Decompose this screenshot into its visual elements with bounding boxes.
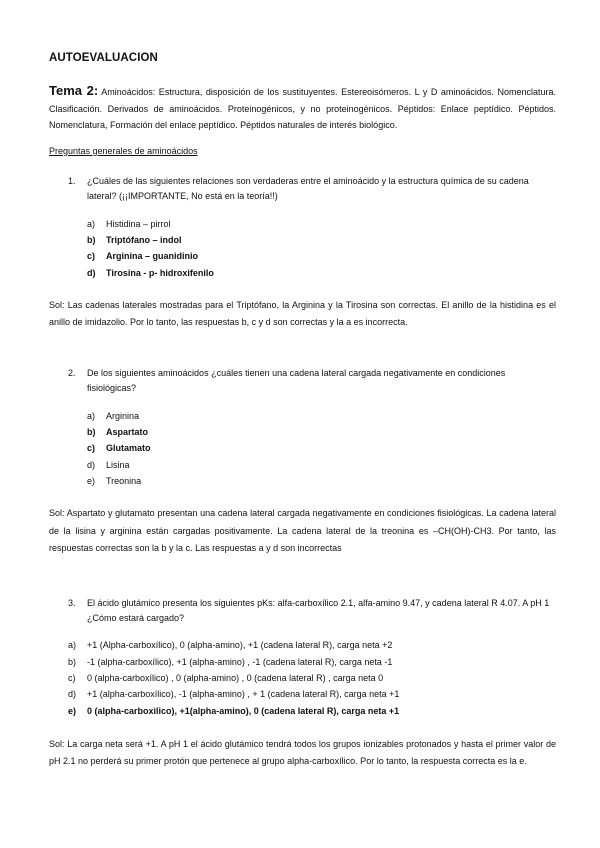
option-item (49, 670, 556, 686)
option-item (49, 637, 556, 653)
question-2 (49, 366, 556, 396)
option-letter: e) (68, 705, 77, 716)
question-text: El ácido glutámico presenta los siguientes pKs: alfa-carboxílico 2.1, alfa-amino 9.47, y cadena lateral R 4.07. A pH 1 ¿Cómo estará cargado? (87, 597, 550, 623)
option-letter: b) (68, 656, 77, 667)
option-letter: b) (87, 234, 96, 245)
option-text: Tirosina - p- hidroxifenilo (106, 267, 214, 278)
option-letter: e) (87, 475, 96, 486)
option-text: Arginina – guanidinio (106, 251, 198, 262)
option-item-correct (49, 703, 556, 719)
option-letter: a) (87, 410, 96, 421)
option-text: Aspartato (106, 426, 149, 437)
question-number: 3. (68, 597, 76, 608)
option-item-correct (87, 424, 556, 440)
option-item-correct (87, 248, 556, 264)
option-text: Arginina (106, 410, 140, 421)
option-letter: a) (87, 218, 96, 229)
option-text: +1 (alpha-carboxílico), -1 (alpha-amino) , + 1 (cadena lateral R), carga neta +1 (87, 689, 400, 700)
option-text: -1 (alpha-carboxílico), +1 (alpha-amino) , -1 (cadena lateral R), carga neta -1 (87, 656, 393, 667)
option-text: Treonina (106, 475, 142, 486)
option-item (87, 216, 556, 232)
option-text: Glutamato (106, 443, 151, 454)
option-letter: c) (87, 251, 96, 262)
option-item-correct (87, 440, 556, 456)
question-text: ¿Cuáles de las siguientes relaciones son verdaderas entre el aminoácido y la estructura química de su cadena lateral? (¡¡IMPORTANTE, No está en la teoría!!) (87, 175, 529, 201)
document-page (49, 50, 556, 771)
option-text: 0 (alpha-carboxìlico), +1(alpha-amino), 0 (cadena lateral R), carga neta +1 (87, 705, 400, 716)
page-title: AUTOEVALUACION (49, 52, 158, 64)
solution-1: Sol: Las cadenas laterales mostradas para el Triptófano, la Arginina y la Tirosina son correctas. El anillo de la histidina es el anillo de imidazolio. Por lo tanto, las respuestas b, c y d son correctas y la a es incorrecta. (49, 299, 556, 328)
question-number: 2. (68, 367, 76, 378)
option-letter: d) (87, 459, 96, 470)
option-text: Histidina – pirrol (106, 218, 171, 229)
topic-label: Tema 2: (49, 82, 99, 98)
option-letter: c) (68, 673, 76, 684)
question-1-options (49, 216, 556, 281)
option-letter: c) (87, 443, 96, 454)
option-letter: a) (68, 640, 77, 651)
option-text: Lisina (106, 459, 130, 470)
option-item (87, 457, 556, 473)
option-letter: d) (87, 267, 96, 278)
option-item (49, 686, 556, 702)
question-number: 1. (68, 175, 76, 186)
option-letter: d) (68, 689, 77, 700)
question-3-options (49, 637, 556, 718)
solution-2: Sol: Aspartato y glutamato presentan una cadena lateral cargada negativamente en condiciones fisiológicas. La cadena lateral de la lisina y arginina están cargadas positivamente. La cadena lateral de la treonina es –CH(OH)-CH3. Por tanto, las respuestas correctas son la b y la c. Las respuestas a y d son incorrectas (49, 508, 556, 554)
topic-paragraph (49, 80, 556, 134)
solution-3: Sol: La carga neta será +1. A pH 1 el ácido glutámico tendrá todos los grupos ionizables protonados y hasta el primer valor de pH 2.1 no perderá su primer protón que pertenece al grupo alpha-carboxílico. Por lo tanto, la respuesta correcta es la e. (49, 738, 556, 767)
option-item-correct (87, 265, 556, 281)
option-item (49, 654, 556, 670)
question-text: De los siguientes aminoácidos ¿cuáles tienen una cadena lateral cargada negativamente en condiciones fisiológicas? (87, 367, 506, 393)
option-item (87, 473, 556, 489)
option-item-correct (87, 232, 556, 248)
section-heading: Preguntas generales de aminoácidos (49, 145, 198, 156)
option-letter: b) (87, 426, 96, 437)
question-3 (49, 596, 556, 626)
option-text: Triptófano – indol (106, 234, 182, 245)
question-2-options (49, 408, 556, 489)
option-text: 0 (alpha-carboxílico) , 0 (alpha-amino) , 0 (cadena lateral R) , carga neta 0 (87, 673, 384, 684)
topic-text: Aminoácidos: Estructura, disposición de los sustituyentes. Estereoisómeros. L y D aminoácidos. Nomenclatura. Clasificación. Derivados de aminoácidos. Proteinogénicos, y no proteinogénicos. Péptidos: Enlace peptídico. Péptidos. Nomenclatura, Formación del enlace peptídico. Péptidos naturales de interés biológico. (49, 86, 556, 131)
question-1 (49, 174, 556, 204)
option-text: +1 (Alpha-carboxílico), 0 (alpha-amino), +1 (cadena lateral R), carga neta +2 (87, 640, 393, 651)
option-item (87, 408, 556, 424)
